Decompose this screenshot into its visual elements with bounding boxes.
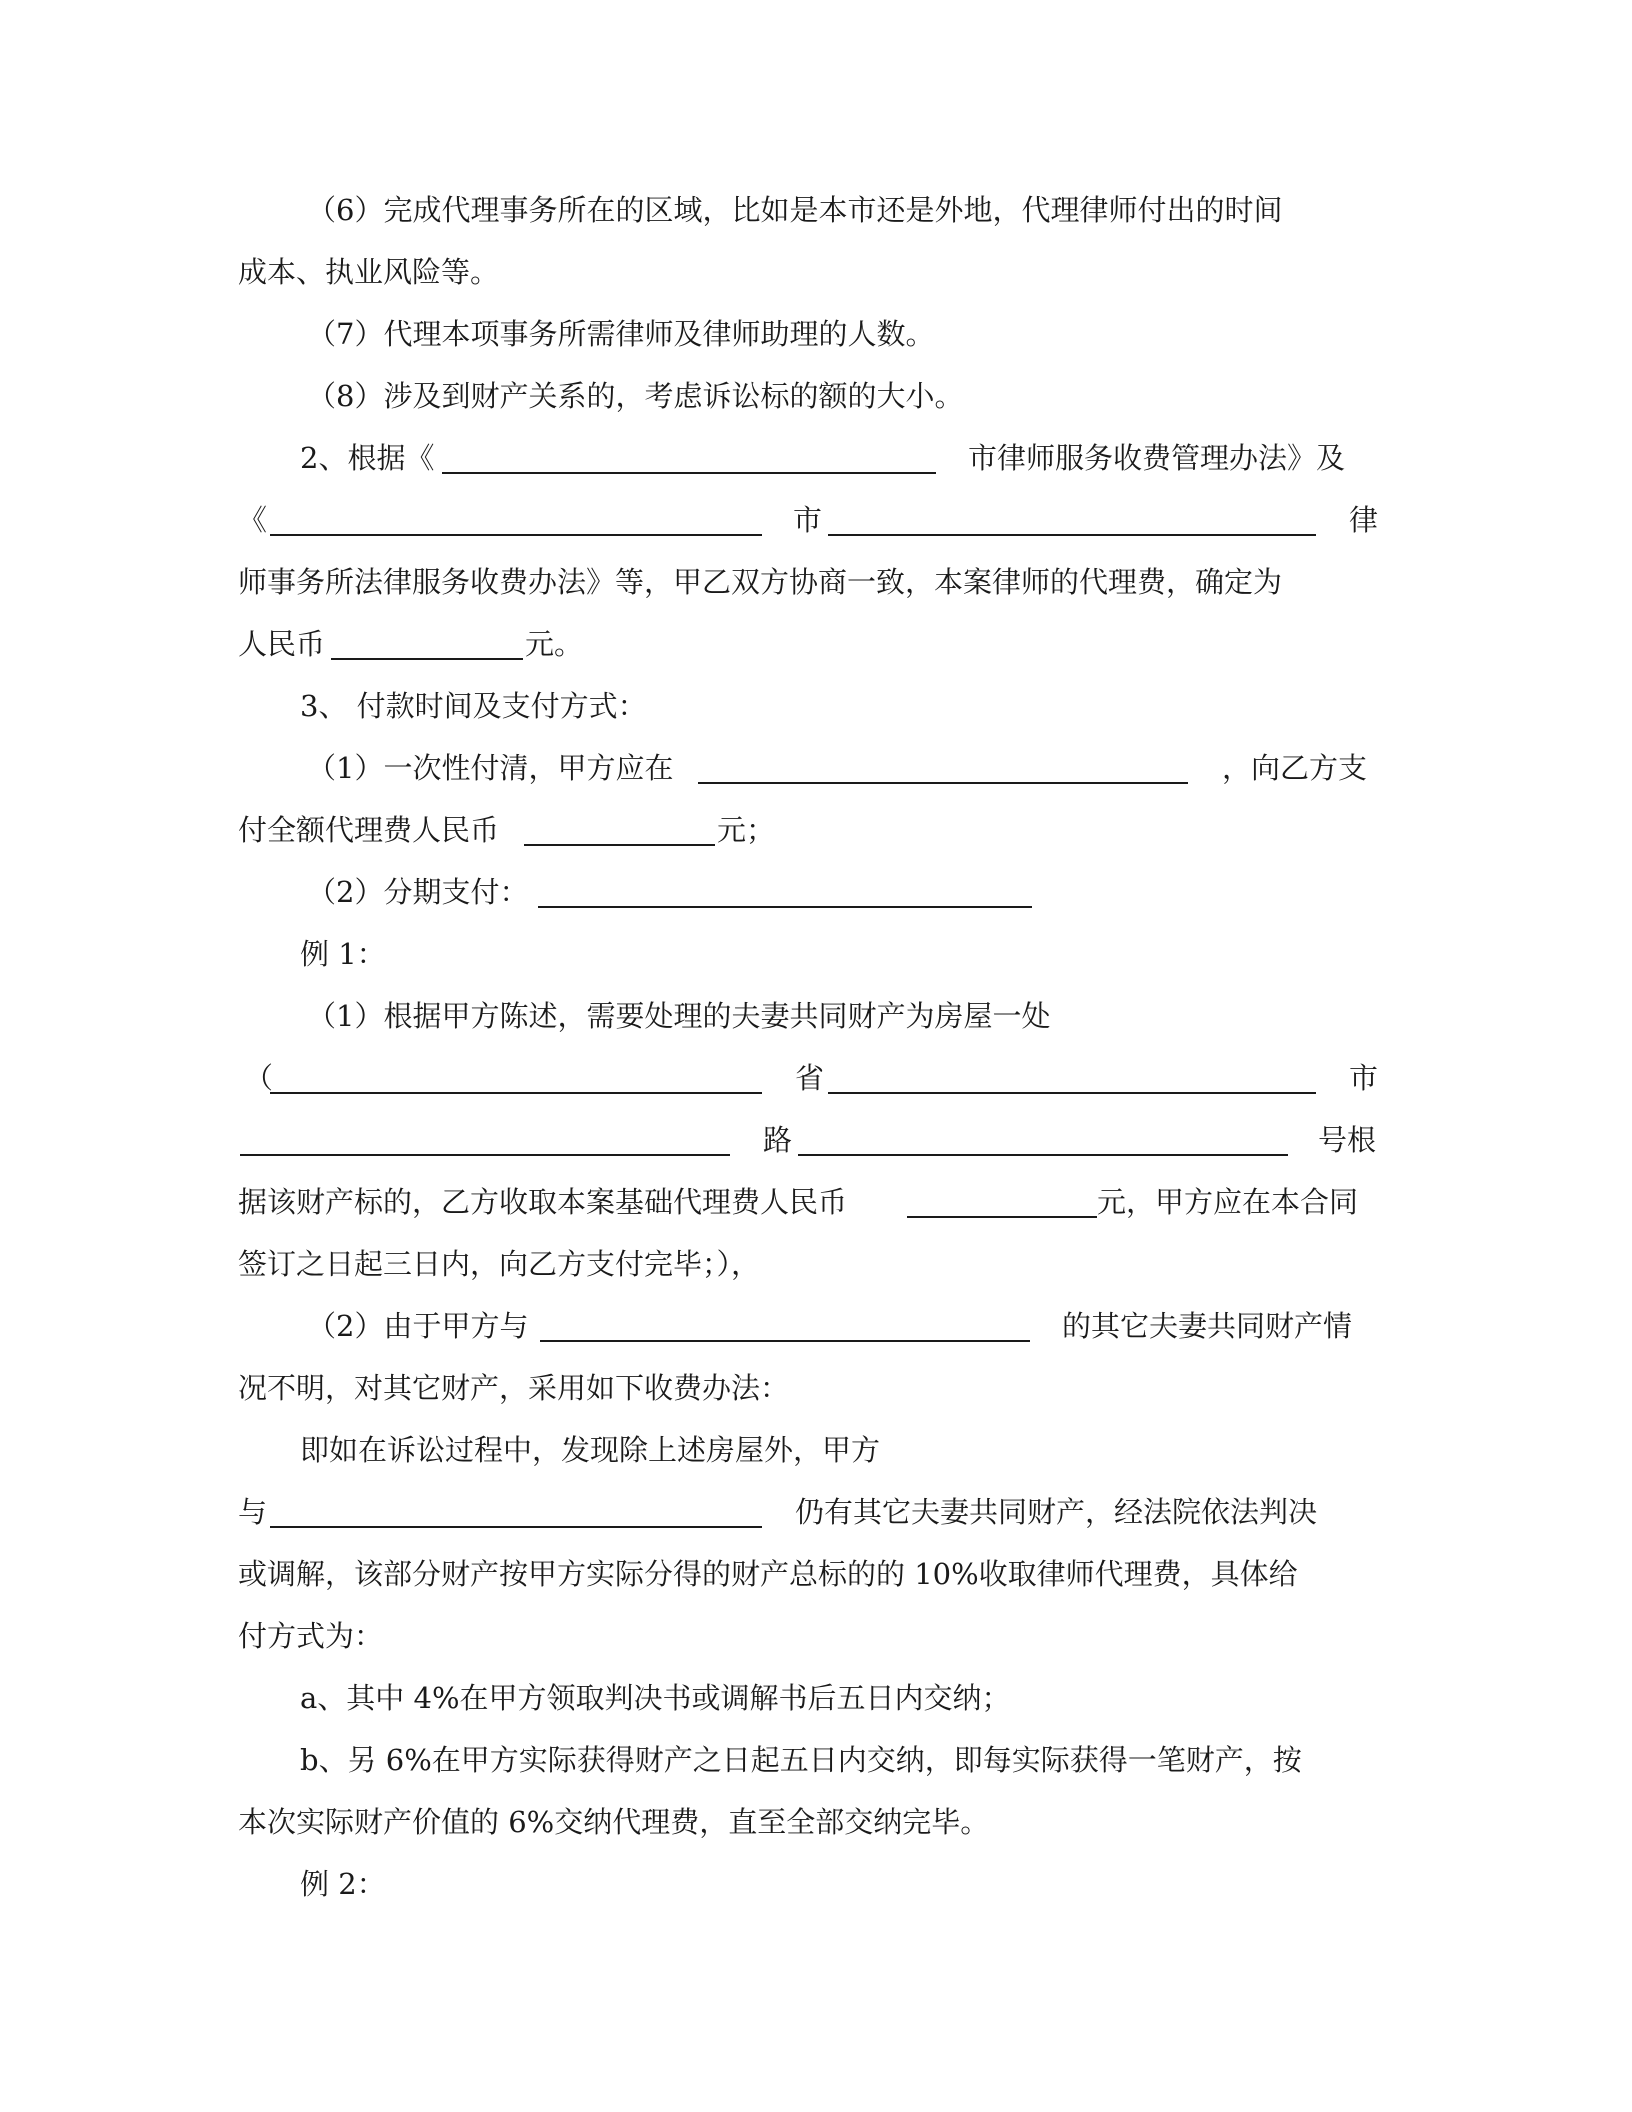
text-line [0, 1860, 1632, 1908]
text-line [0, 1364, 1632, 1412]
line-text: （7）代理本项事务所需律师及律师助理的人数。 [307, 317, 935, 351]
fill-blank[interactable] [698, 782, 1188, 784]
text-line [0, 1674, 1632, 1722]
line-text: 仍有其它夫妻共同财产，经法院依法判决 [795, 1495, 1318, 1529]
line-text: 律 [1349, 503, 1379, 537]
line-text: 或调解，该部分财产按甲方实际分得的财产总标的的 10%收取律师代理费，具体给 [238, 1557, 1298, 1591]
text-line [0, 992, 1632, 1040]
line-text: （2）由于甲方与 [307, 1309, 529, 1343]
fill-blank[interactable] [270, 1526, 762, 1528]
line-text: 人民币 [238, 627, 326, 661]
fill-blank[interactable] [270, 1092, 762, 1094]
fill-blank[interactable] [828, 1092, 1316, 1094]
text-line [0, 930, 1632, 978]
line-text: 《 [238, 503, 268, 537]
text-line [0, 620, 1632, 668]
text-line [0, 1426, 1632, 1474]
line-text: （1）根据甲方陈述，需要处理的夫妻共同财产为房屋一处 [307, 999, 1051, 1033]
line-text: 元，甲方应在本合同 [1097, 1185, 1359, 1219]
line-text: 3、 付款时间及支付方式： [300, 689, 647, 723]
line-text: 市 [1349, 1061, 1379, 1095]
line-text: 路 [763, 1123, 793, 1157]
text-line [0, 1550, 1632, 1598]
line-text: 据该财产标的，乙方收取本案基础代理费人民币 [238, 1185, 848, 1219]
text-line [0, 806, 1632, 854]
fill-blank[interactable] [331, 658, 523, 660]
line-text: 例 2： [300, 1867, 386, 1901]
fill-blank[interactable] [538, 906, 1032, 908]
line-text: 师事务所法律服务收费办法》等，甲乙双方协商一致，本案律师的代理费，确定为 [238, 565, 1283, 599]
line-text: 市 [793, 503, 823, 537]
text-line [0, 1116, 1632, 1164]
fill-blank[interactable] [524, 844, 715, 846]
text-line [0, 558, 1632, 606]
text-line [0, 1302, 1632, 1350]
fill-blank[interactable] [270, 534, 762, 536]
fill-blank[interactable] [907, 1216, 1097, 1218]
line-text: 付方式为： [238, 1619, 384, 1653]
line-text: 2、根据《 [300, 441, 435, 475]
line-text: 元。 [525, 627, 584, 661]
text-line [0, 434, 1632, 482]
text-line [0, 1488, 1632, 1536]
line-text: （ [244, 1061, 274, 1095]
text-line [0, 1178, 1632, 1226]
line-text: ，向乙方支 [1222, 751, 1368, 785]
line-text: 本次实际财产价值的 6%交纳代理费，直至全部交纳完毕。 [238, 1805, 990, 1839]
line-text: 省 [795, 1061, 825, 1095]
text-line [0, 372, 1632, 420]
line-text: （2）分期支付： [307, 875, 529, 909]
text-line [0, 1240, 1632, 1288]
line-text: （1）一次性付清，甲方应在 [307, 751, 674, 785]
line-text: 元； [717, 813, 776, 847]
text-line [0, 1054, 1632, 1102]
fill-blank[interactable] [240, 1154, 730, 1156]
text-line [0, 186, 1632, 234]
line-text: 成本、执业风险等。 [238, 255, 500, 289]
line-text: 况不明，对其它财产，采用如下收费办法： [238, 1371, 790, 1405]
fill-blank[interactable] [828, 534, 1316, 536]
fill-blank[interactable] [442, 472, 936, 474]
text-line [0, 310, 1632, 358]
line-text: 号根 [1318, 1123, 1377, 1157]
line-text: （8）涉及到财产关系的，考虑诉讼标的额的大小。 [307, 379, 964, 413]
text-line [0, 868, 1632, 916]
line-text: 与 [238, 1495, 268, 1529]
line-text: a、其中 4%在甲方领取判决书或调解书后五日内交纳； [300, 1681, 1011, 1715]
fill-blank[interactable] [798, 1154, 1288, 1156]
line-text: 市律师服务收费管理办法》及 [968, 441, 1346, 475]
fill-blank[interactable] [540, 1340, 1030, 1342]
line-text: 的其它夫妻共同财产情 [1062, 1309, 1353, 1343]
line-text: 例 1： [300, 937, 386, 971]
line-text: 签订之日起三日内，向乙方支付完毕；）， [238, 1247, 761, 1281]
text-line [0, 1798, 1632, 1846]
text-line [0, 744, 1632, 792]
line-text: 即如在诉讼过程中，发现除上述房屋外，甲方 [300, 1433, 881, 1467]
text-line [0, 1736, 1632, 1784]
text-line [0, 248, 1632, 296]
line-text: 付全额代理费人民币 [238, 813, 500, 847]
text-line [0, 682, 1632, 730]
text-line [0, 1612, 1632, 1660]
line-text: （6）完成代理事务所在的区域，比如是本市还是外地，代理律师付出的时间 [307, 193, 1283, 227]
text-line [0, 496, 1632, 544]
line-text: b、另 6%在甲方实际获得财产之日起五日内交纳，即每实际获得一笔财产，按 [300, 1743, 1302, 1777]
